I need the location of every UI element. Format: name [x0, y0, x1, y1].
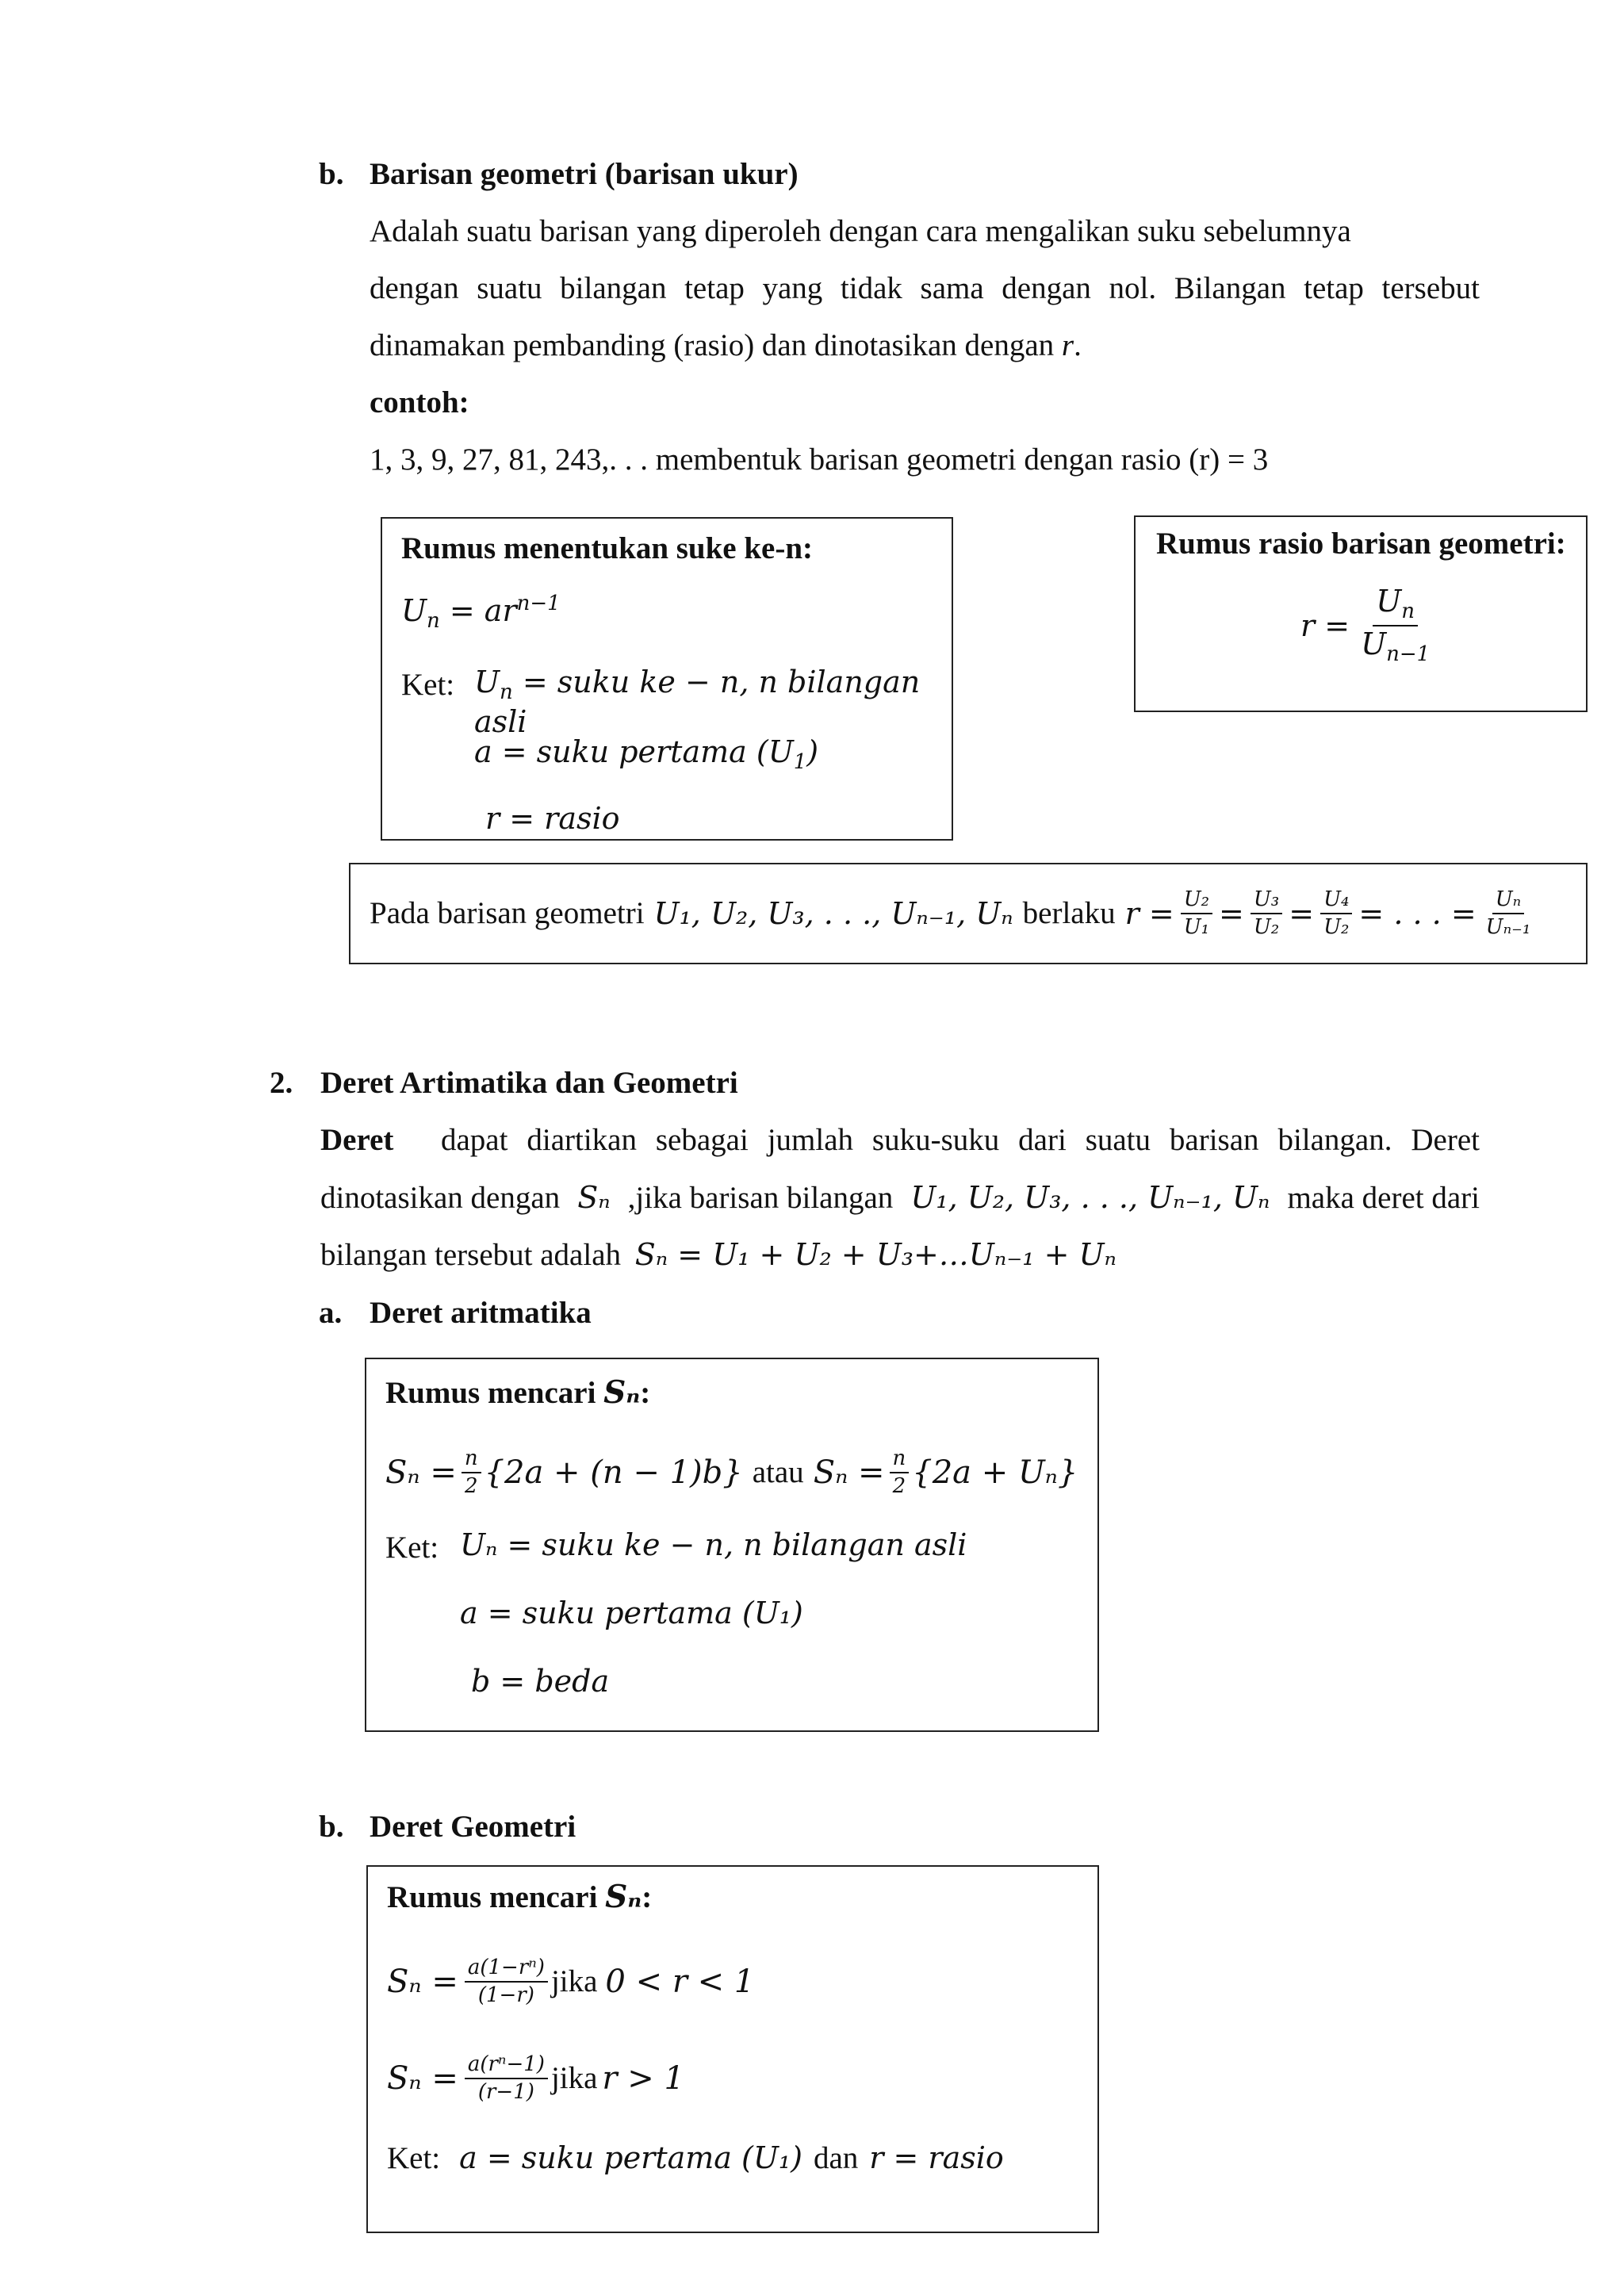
- paragraph-line: Deret dapat diartikan sebagai jumlah suku-suku dari suatu barisan bilangan. Deret: [320, 1123, 1480, 1157]
- ket-un: $U_n$ = suku ke − n, n bilangan asli: [474, 665, 921, 739]
- section-marker: 2.: [270, 1066, 293, 1100]
- formula-box-suku: [381, 517, 953, 841]
- section-title: Deret Artimatika dan Geometri: [320, 1066, 738, 1100]
- box-title: Rumus menentukan suke ke-n:: [401, 531, 814, 565]
- formula-sn-geometri-1: Sₙ = $\frac{\text{a(1−rⁿ)}}{(1-r)}$ jika 0 < r < 1: [387, 1956, 755, 2007]
- formula-sn-geometri-2: Sₙ = $\frac{\text{a(rⁿ−1)}}{(r-1)}$ jika r > 1: [387, 2052, 684, 2104]
- berlaku-line: Pada barisan geometri U₁, U₂, U₃, . . ., Uₙ₋₁, Uₙ berlaku r = $\frac{\text{U₂}}{\text{U₁}}$ = $\frac{\text{U₃}}{\text{U₂}}$ = $\frac{\text{U₄}}{\text{U₂}}$ = . . . = $\frac{\text{Uₙ}}{\text{Uₙ₋₁}}$: [370, 887, 1531, 939]
- example-text: 1, 3, 9, 27, 81, 243,. . . membentuk barisan geometri dengan rasio (r) = 3: [370, 443, 1269, 477]
- paragraph-line: Adalah suatu barisan yang diperoleh dengan cara mengalikan suku sebelumnya: [370, 214, 1351, 248]
- box-title: Rumus rasio barisan geometri:: [1156, 527, 1566, 561]
- formula-box-aritmatika: [365, 1358, 1099, 1732]
- formula-box-berlaku: [349, 863, 1588, 964]
- paragraph-line: dinamakan pembanding (rasio) dan dinotasikan dengan r.: [370, 328, 1082, 362]
- subsection-marker: a.: [319, 1296, 343, 1330]
- box-title: Rumus mencari Sₙ:: [385, 1374, 651, 1411]
- ket-a: a = suku pertama $(U_1)$: [474, 734, 819, 774]
- formula-sn-aritmatika: Sₙ = $\frac{n}{2}$ {2a + (n − 1)b} atau Sₙ = $\frac{n}{2}$ {2a + Uₙ}: [385, 1446, 1078, 1498]
- formula-box-geometri: [366, 1865, 1099, 2233]
- formula-rasio: r = $\frac{U_n}{U_{n-1}}$: [1300, 584, 1431, 666]
- section-marker: b.: [319, 157, 344, 191]
- ket-label: Ket:: [385, 1531, 439, 1565]
- formula-box-rasio: [1134, 515, 1588, 712]
- section-title: Barisan geometri (barisan ukur): [370, 157, 799, 191]
- example-label: contoh:: [370, 385, 469, 420]
- paragraph-line: bilangan tersebut adalah Sₙ = U₁ + U₂ + U₃+…Uₙ₋₁ + Uₙ: [320, 1237, 1116, 1272]
- box-title: Rumus mencari Sₙ:: [387, 1879, 653, 1915]
- ket-r: r = rasio: [485, 801, 620, 836]
- subsection-title: Deret aritmatika: [370, 1296, 592, 1330]
- paragraph-line: dinotasikan dengan Sₙ ,jika barisan bilangan U₁, U₂, U₃, . . ., Uₙ₋₁, Uₙ maka deret dari: [320, 1180, 1480, 1215]
- ket-b: b = beda: [471, 1664, 610, 1699]
- ket-un: Uₙ = suku ke − n, n bilangan asli: [460, 1527, 967, 1562]
- paragraph-line: dengan suatu bilangan tetap yang tidak sama dengan nol. Bilangan tetap tersebut: [370, 271, 1480, 305]
- subsection-marker: b.: [319, 1810, 344, 1844]
- ket-label: Ket:: [401, 668, 455, 702]
- ket-line: Ket: a = suku pertama (U₁) dan r = rasio: [387, 2140, 1004, 2175]
- formula-un: $U_n = ar^{n-1}$: [401, 592, 561, 633]
- subsection-title: Deret Geometri: [370, 1810, 576, 1844]
- ket-a: a = suku pertama (U₁): [460, 1596, 803, 1630]
